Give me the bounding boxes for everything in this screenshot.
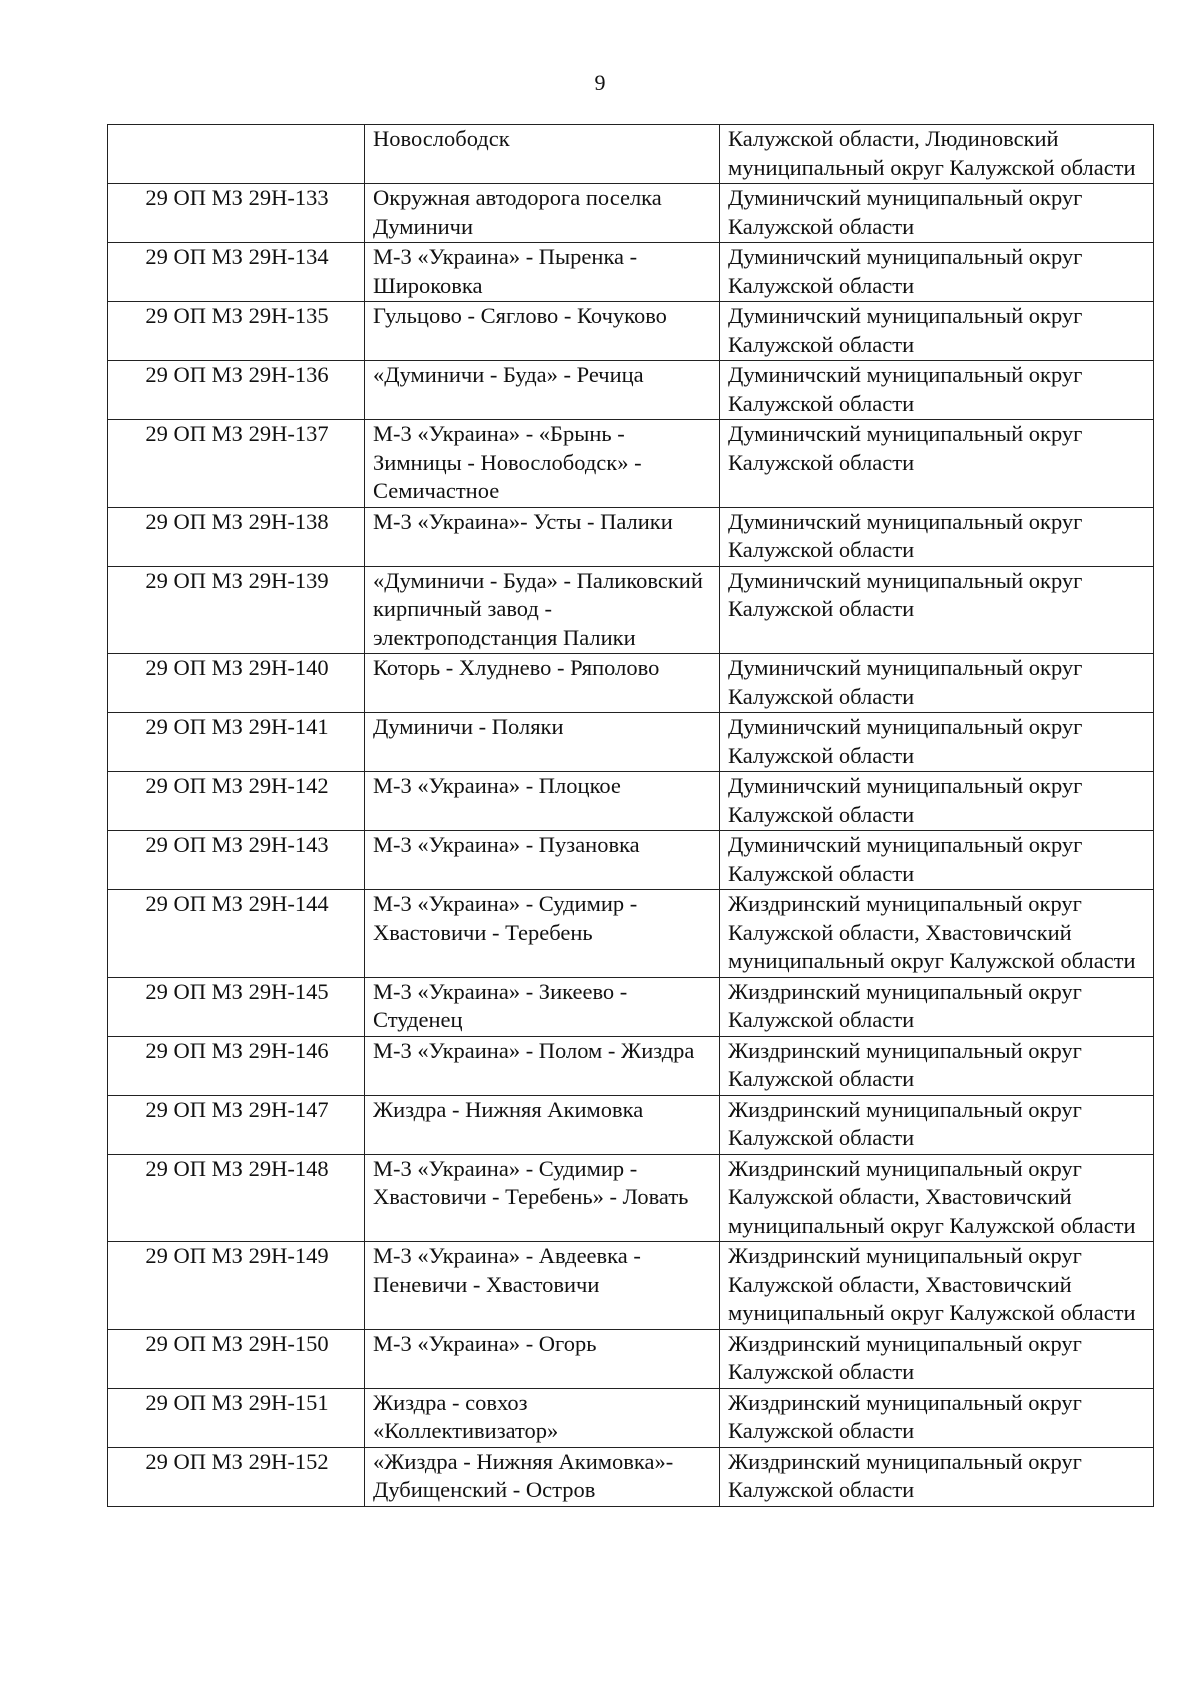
- roads-table: [107, 124, 1154, 1507]
- road-code-cell: 29 ОП МЗ 29Н-141: [108, 713, 365, 772]
- table-row: [108, 1447, 1154, 1506]
- road-name-cell: М-3 «Украина» - Огорь: [365, 1329, 720, 1388]
- road-name-cell: Жиздра - Нижняя Акимовка: [365, 1095, 720, 1154]
- road-code-cell: 29 ОП МЗ 29Н-146: [108, 1036, 365, 1095]
- district-cell: Думиничский муниципальный округ Калужской области: [720, 302, 1154, 361]
- table-row: [108, 977, 1154, 1036]
- road-name-cell: Жиздра - совхоз «Коллективизатор»: [365, 1388, 720, 1447]
- district-cell: Думиничский муниципальный округ Калужской области: [720, 420, 1154, 508]
- district-cell: Думиничский муниципальный округ Калужской области: [720, 361, 1154, 420]
- road-name-cell: «Думиничи - Буда» - Паликовский кирпичный завод - электроподстанция Палики: [365, 566, 720, 654]
- district-cell: Думиничский муниципальный округ Калужской области: [720, 654, 1154, 713]
- road-code-cell: 29 ОП МЗ 29Н-134: [108, 243, 365, 302]
- road-code-cell: [108, 125, 365, 184]
- district-cell: Жиздринский муниципальный округ Калужской области, Хвастовичский муниципальный округ Калужской области: [720, 1154, 1154, 1242]
- table-row: [108, 125, 1154, 184]
- table-row: [108, 831, 1154, 890]
- district-cell: Думиничский муниципальный округ Калужской области: [720, 507, 1154, 566]
- table-row: [108, 654, 1154, 713]
- table-row: [108, 361, 1154, 420]
- district-cell: Жиздринский муниципальный округ Калужской области: [720, 1388, 1154, 1447]
- district-cell: Думиничский муниципальный округ Калужской области: [720, 566, 1154, 654]
- table-row: [108, 302, 1154, 361]
- road-code-cell: 29 ОП МЗ 29Н-133: [108, 184, 365, 243]
- table-row: [108, 1095, 1154, 1154]
- table-row: [108, 1329, 1154, 1388]
- road-name-cell: Новослободск: [365, 125, 720, 184]
- road-name-cell: Думиничи - Поляки: [365, 713, 720, 772]
- table-row: [108, 890, 1154, 978]
- road-code-cell: 29 ОП МЗ 29Н-147: [108, 1095, 365, 1154]
- road-code-cell: 29 ОП МЗ 29Н-135: [108, 302, 365, 361]
- road-code-cell: 29 ОП МЗ 29Н-149: [108, 1242, 365, 1330]
- road-code-cell: 29 ОП МЗ 29Н-151: [108, 1388, 365, 1447]
- road-name-cell: М-3 «Украина» - Пыренка - Широковка: [365, 243, 720, 302]
- table-row: [108, 713, 1154, 772]
- district-cell: Думиничский муниципальный округ Калужской области: [720, 831, 1154, 890]
- district-cell: Жиздринский муниципальный округ Калужской области: [720, 1329, 1154, 1388]
- road-code-cell: 29 ОП МЗ 29Н-152: [108, 1447, 365, 1506]
- district-cell: Жиздринский муниципальный округ Калужской области: [720, 977, 1154, 1036]
- road-code-cell: 29 ОП МЗ 29Н-150: [108, 1329, 365, 1388]
- table-row: [108, 1242, 1154, 1330]
- road-name-cell: М-3 «Украина»- Усты - Палики: [365, 507, 720, 566]
- district-cell: Думиничский муниципальный округ Калужской области: [720, 772, 1154, 831]
- road-name-cell: М-3 «Украина» - Плоцкое: [365, 772, 720, 831]
- district-cell: Думиничский муниципальный округ Калужской области: [720, 243, 1154, 302]
- road-name-cell: М-3 «Украина» - Авдеевка - Пеневичи - Хвастовичи: [365, 1242, 720, 1330]
- table-row: [108, 420, 1154, 508]
- table-row: [108, 243, 1154, 302]
- road-code-cell: 29 ОП МЗ 29Н-148: [108, 1154, 365, 1242]
- road-name-cell: Которь - Хлуднево - Ряполово: [365, 654, 720, 713]
- table-row: [108, 184, 1154, 243]
- road-code-cell: 29 ОП МЗ 29Н-138: [108, 507, 365, 566]
- road-name-cell: «Жиздра - Нижняя Акимовка»- Дубищенский - Остров: [365, 1447, 720, 1506]
- district-cell: Жиздринский муниципальный округ Калужской области: [720, 1447, 1154, 1506]
- road-name-cell: М-3 «Украина» - «Брынь - Зимницы - Новослободск» - Семичастное: [365, 420, 720, 508]
- district-cell: Жиздринский муниципальный округ Калужской области, Хвастовичский муниципальный округ Калужской области: [720, 890, 1154, 978]
- road-code-cell: 29 ОП МЗ 29Н-143: [108, 831, 365, 890]
- road-code-cell: 29 ОП МЗ 29Н-140: [108, 654, 365, 713]
- road-code-cell: 29 ОП МЗ 29Н-142: [108, 772, 365, 831]
- table-row: [108, 566, 1154, 654]
- district-cell: Думиничский муниципальный округ Калужской области: [720, 184, 1154, 243]
- district-cell: Жиздринский муниципальный округ Калужской области: [720, 1036, 1154, 1095]
- road-name-cell: М-3 «Украина» - Полом - Жиздра: [365, 1036, 720, 1095]
- road-code-cell: 29 ОП МЗ 29Н-136: [108, 361, 365, 420]
- road-name-cell: М-3 «Украина» - Пузановка: [365, 831, 720, 890]
- table-row: [108, 507, 1154, 566]
- district-cell: Жиздринский муниципальный округ Калужской области: [720, 1095, 1154, 1154]
- district-cell: Жиздринский муниципальный округ Калужской области, Хвастовичский муниципальный округ Калужской области: [720, 1242, 1154, 1330]
- page-number: 9: [594, 70, 606, 95]
- table-row: [108, 1154, 1154, 1242]
- road-code-cell: 29 ОП МЗ 29Н-139: [108, 566, 365, 654]
- table-row: [108, 1036, 1154, 1095]
- road-name-cell: Гульцово - Сяглово - Кочуково: [365, 302, 720, 361]
- road-name-cell: М-3 «Украина» - Зикеево - Студенец: [365, 977, 720, 1036]
- road-name-cell: М-3 «Украина» - Судимир - Хвастовичи - Теребень» - Ловать: [365, 1154, 720, 1242]
- road-code-cell: 29 ОП МЗ 29Н-144: [108, 890, 365, 978]
- road-code-cell: 29 ОП МЗ 29Н-145: [108, 977, 365, 1036]
- road-name-cell: Окружная автодорога поселка Думиничи: [365, 184, 720, 243]
- district-cell: Думиничский муниципальный округ Калужской области: [720, 713, 1154, 772]
- road-name-cell: «Думиничи - Буда» - Речица: [365, 361, 720, 420]
- district-cell: Калужской области, Людиновский муниципальный округ Калужской области: [720, 125, 1154, 184]
- road-code-cell: 29 ОП МЗ 29Н-137: [108, 420, 365, 508]
- table-row: [108, 772, 1154, 831]
- road-name-cell: М-3 «Украина» - Судимир - Хвастовичи - Теребень: [365, 890, 720, 978]
- roads-table-body: [108, 125, 1154, 1507]
- table-row: [108, 1388, 1154, 1447]
